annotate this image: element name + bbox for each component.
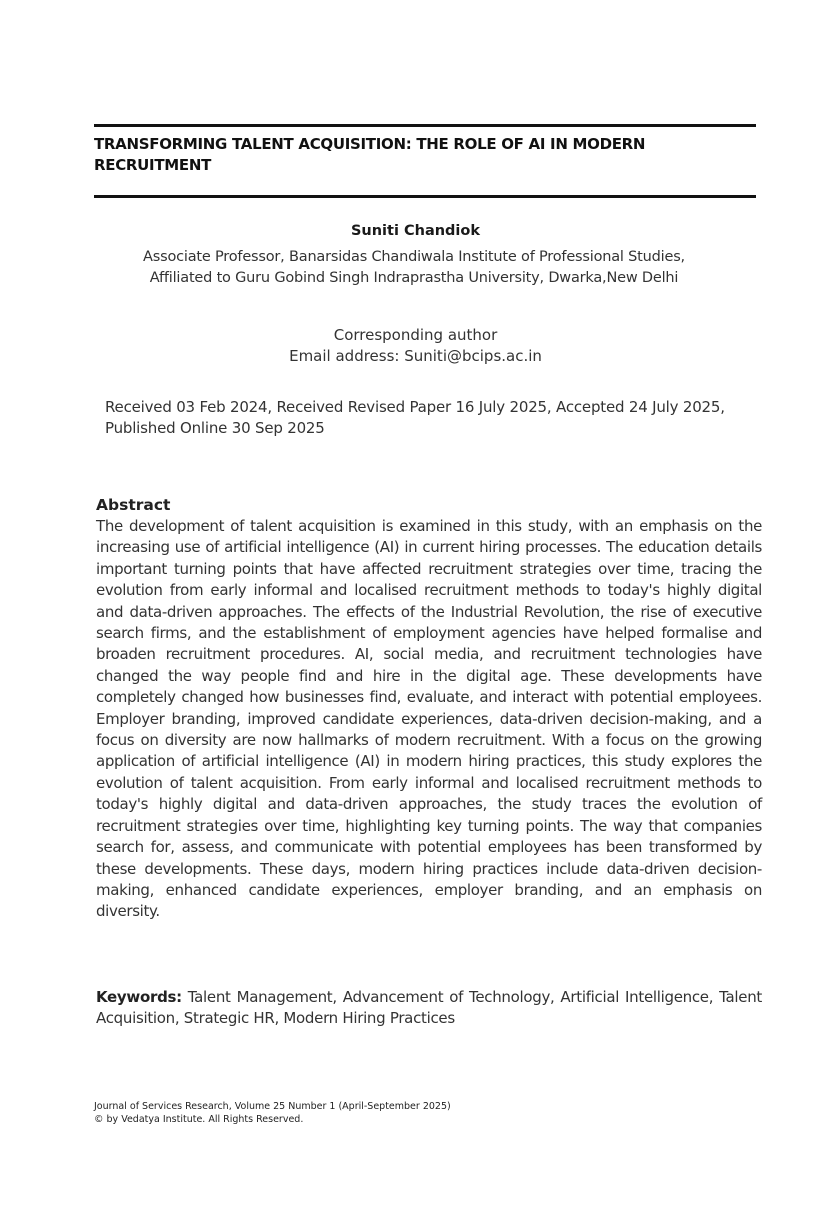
keywords-list: Talent Management, Advancement of Technology, Artificial Intelligence, Talent Acquisition, Strategic HR, Modern Hiring Practices [96, 988, 762, 1028]
journal-citation: Journal of Services Research, Volume 25 Number 1 (April-September 2025) [94, 1101, 451, 1112]
abstract-heading: Abstract [96, 496, 171, 514]
affiliation-line-1: Associate Professor, Banarsidas Chandiwala Institute of Professional Studies, [143, 249, 685, 265]
author-affiliation [94, 247, 734, 289]
abstract-text: The development of talent acquisition is examined in this study, with an emphasis on the increasing use of artificial intelligence (AI) in current hiring processes. The education details important turning points that have affected recruitment strategies over time, tracing the evolution from early informal and localised recruitment methods to today's highly digital and data-driven approaches. The effects of the Industrial Revolution, the rise of executive search firms, and the establishment of employment agencies have helped formalise and broaden recruitment procedures. AI, social media, and recruitment technologies have changed the way people find and hire in the digital age. These developments have completely changed how businesses find, evaluate, and interact with potential employees. Employer branding, improved candidate experiences, data-driven decision-making, and a focus on diversity are now hallmarks of modern recruitment. With a focus on the growing application of artificial intelligence (AI) in modern hiring practices, this study explores the evolution of talent acquisition. From early informal and localised recruitment methods to today's highly digital and data-driven approaches, the study traces the evolution of recruitment strategies over time, highlighting key turning points. The way that companies search for, assess, and communicate with potential employees has been transformed by these developments. These days, modern hiring practices include data-driven decision-making, enhanced candidate experiences, employer branding, and an emphasis on diversity. [96, 517, 762, 921]
title-rule-top [94, 124, 756, 127]
page-footer [94, 1100, 451, 1126]
author-name: Suniti Chandiok [350, 223, 481, 239]
publication-dates: Received 03 Feb 2024, Received Revised Paper 16 July 2025, Accepted 24 July 2025, Published Online 30 Sep 2025 [105, 398, 725, 437]
affiliation-line-2: Affiliated to Guru Gobind Singh Indraprastha University, Dwarka,New Delhi [149, 270, 679, 286]
paper-title: TRANSFORMING TALENT ACQUISITION: THE ROLE OF AI IN MODERN RECRUITMENT [94, 135, 646, 174]
corresponding-author-block [0, 325, 831, 367]
keywords-label: Keywords: [96, 988, 182, 1006]
keywords-section [96, 987, 762, 1030]
title-rule-bottom [94, 195, 756, 198]
corresponding-author-label: Corresponding author [333, 326, 498, 344]
author-email: Email address: Suniti@bcips.ac.in [289, 347, 542, 365]
copyright-notice: © by Vedatya Institute. All Rights Reserved. [94, 1114, 304, 1125]
